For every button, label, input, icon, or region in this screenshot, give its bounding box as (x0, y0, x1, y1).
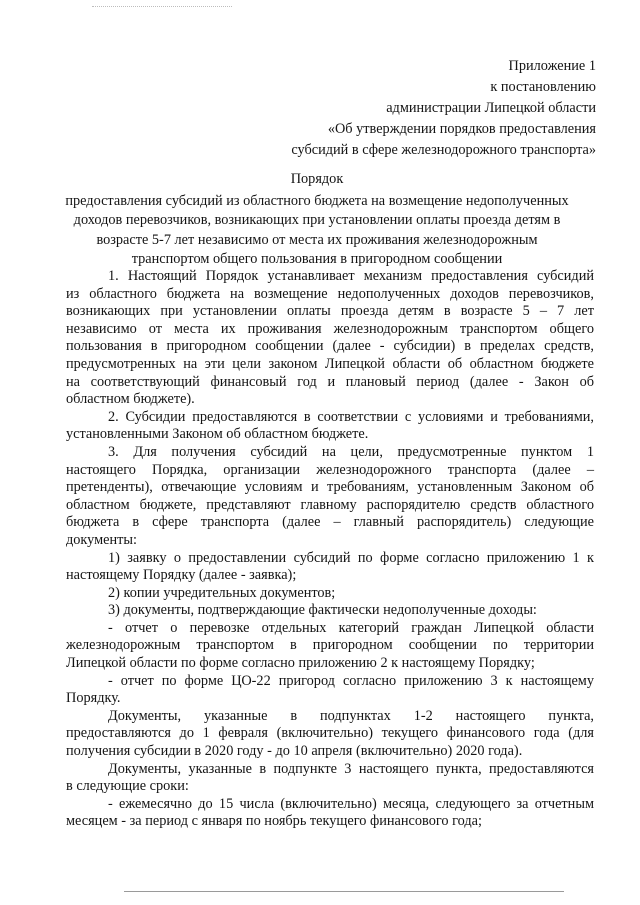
appendix-header (236, 56, 596, 161)
body-line: возникающих при установлении оплаты проезда детям в возрасте 5 – 7 лет (66, 303, 594, 320)
body-line: Порядку. (66, 690, 121, 707)
body-line: 2. Субсидии предоставляются в соответствии с условиями и требованиями, (108, 408, 594, 425)
title-heading: Порядок (290, 171, 344, 187)
body-line: предусмотренных на эти цели законом Липецкой области об областном бюджете (66, 355, 594, 372)
body-line: Липецкой области по форме согласно приложению 2 к настоящему Порядку; (66, 655, 535, 672)
body-line: настоящего Порядка, организации железнодорожного транспорта (далее – (66, 461, 594, 478)
body-line: из областного бюджета на возмещение недополученных доходов перевозчиков, (66, 285, 594, 302)
document-body (66, 268, 594, 831)
body-line: - отчет по форме ЦО-22 пригород согласно приложению 3 к настоящему (108, 672, 594, 689)
appendix-line: администрации Липецкой области (386, 100, 596, 116)
scan-artifact (92, 6, 232, 9)
appendix-line: Приложение 1 (508, 58, 596, 74)
appendix-line: «Об утверждении порядков предоставления (327, 121, 596, 137)
appendix-line: субсидий в сфере железнодорожного транспорта» (291, 142, 596, 158)
body-line: Документы, указанные в подпункте 3 настоящего пункта, предоставляются (108, 760, 594, 777)
body-line: 3) документы, подтверждающие фактически недополученные доходы: (108, 602, 537, 619)
document-title (52, 170, 582, 270)
appendix-line: к постановлению (490, 79, 596, 95)
body-line: на соответствующий финансовый год и плановый период (далее - Закон об (66, 373, 594, 390)
title-line: предоставления субсидий из областного бюджета на возмещение недополученных (65, 192, 569, 209)
body-line: месяцем - за период с января по ноябрь текущего финансового года; (66, 813, 482, 830)
body-line: в следующие сроки: (66, 778, 189, 795)
title-line: возрасте 5-7 лет независимо от места их проживания железнодорожным (96, 231, 538, 248)
body-line: 3. Для получения субсидий на цели, предусмотренные пунктом 1 (108, 443, 594, 460)
body-line: документы: (66, 531, 137, 548)
body-line: областном бюджете, представляют главному распорядителю средств областного (66, 496, 594, 513)
body-line: настоящему Порядку (далее - заявка); (66, 567, 297, 584)
title-line: транспортом общего пользования в пригородном сообщении (131, 251, 503, 267)
body-line: - ежемесячно до 15 числа (включительно) месяца, следующего за отчетным (108, 795, 594, 812)
footer-divider (124, 891, 564, 892)
body-line: железнодорожным транспортом в пригородном сообщении по территории (66, 637, 594, 654)
body-line: областном бюджете). (66, 391, 195, 408)
body-line: пользования в пригородном сообщении (далее - субсидии) в пределах средств, (66, 338, 594, 355)
body-line: получения субсидии в 2020 году - до 10 апреля (включительно) 2020 года). (66, 743, 523, 760)
title-line: доходов перевозчиков, возникающих при установлении оплаты проезда детям в (73, 212, 561, 228)
body-line: установленными Законом об областном бюджете. (66, 426, 369, 443)
body-line: 1. Настоящий Порядок устанавливает механизм предоставления субсидий (108, 268, 594, 284)
body-line: независимо от места их проживания железнодорожным транспортом общего (66, 320, 594, 337)
body-line: претенденты), отвечающие условиям и требованиям, установленным Законом об (66, 479, 594, 496)
body-line: Документы, указанные в подпунктах 1-2 настоящего пункта, (108, 707, 594, 724)
body-line: 1) заявку о предоставлении субсидий по форме согласно приложению 1 к (108, 549, 594, 566)
body-line: 2) копии учредительных документов; (108, 584, 336, 601)
body-line: предоставляются до 1 февраля (включительно) текущего финансового года (для (66, 725, 594, 742)
body-line: бюджета в сфере транспорта (далее – главный распорядитель) следующие (66, 514, 594, 531)
body-line: - отчет о перевозке отдельных категорий граждан Липецкой области (108, 619, 594, 636)
